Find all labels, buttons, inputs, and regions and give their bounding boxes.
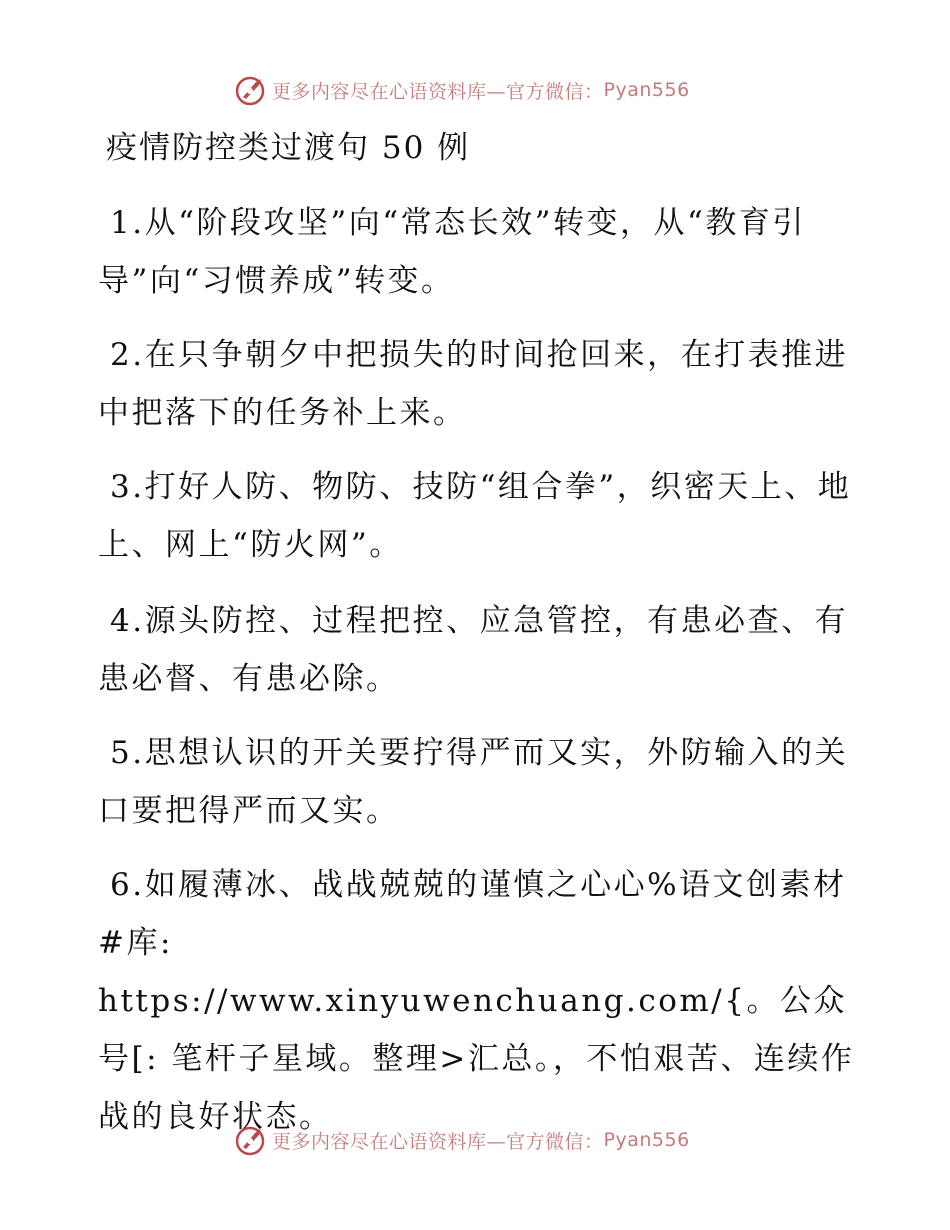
item-number: 2. [110, 337, 145, 373]
list-item [98, 592, 858, 708]
item-text: 思想认识的开关要拧得严而又实，外防输入的关口要把得严而又实。 [98, 735, 849, 829]
item-number: 3. [110, 469, 145, 505]
watermark-text: 更多内容尽在心语资料库—官方微信： [272, 80, 604, 103]
list-item [98, 856, 858, 1146]
item-number: 6. [110, 867, 145, 903]
item-number: 1. [110, 205, 145, 241]
item-text: 在只争朝夕中把损失的时间抢回来，在打表推进中把落下的任务补上来。 [98, 337, 849, 431]
item-text: 打好人防、物防、技防“组合拳”，织密天上、地上、网上“防火网”。 [98, 469, 852, 563]
item-text: 源头防控、过程把控、应急管控，有患必查、有患必督、有患必除。 [98, 603, 849, 697]
item-number: 5. [110, 735, 145, 771]
item-number: 4. [110, 603, 145, 639]
item-text: 如履薄冰、战战兢兢的谨慎之心心%语文创素材#库: https://www.xinyuwenchuang.com/{。公众号[: 笔杆子星域。整理>汇总。，不怕艰苦、连续作战的良好状态。 [98, 867, 855, 1135]
pen-logo-icon [234, 73, 268, 107]
document-title: 疫情防控类过渡句 50 例 [106, 130, 471, 166]
watermark-handle: Pyan556 [603, 1129, 690, 1151]
list-item [98, 194, 858, 310]
list-item [98, 326, 858, 442]
watermark-banner-bottom [0, 1120, 950, 1160]
list-item [98, 458, 858, 574]
watermark-text: 更多内容尽在心语资料库—官方微信： [272, 1130, 604, 1153]
item-text: 从“阶段攻坚”向“常态长效”转变，从“教育引导”向“习惯养成”转变。 [98, 205, 806, 299]
watermark-banner-top [0, 70, 950, 110]
watermark-handle: Pyan556 [603, 79, 690, 101]
pen-logo-icon [234, 1123, 268, 1157]
list-item [98, 724, 858, 840]
